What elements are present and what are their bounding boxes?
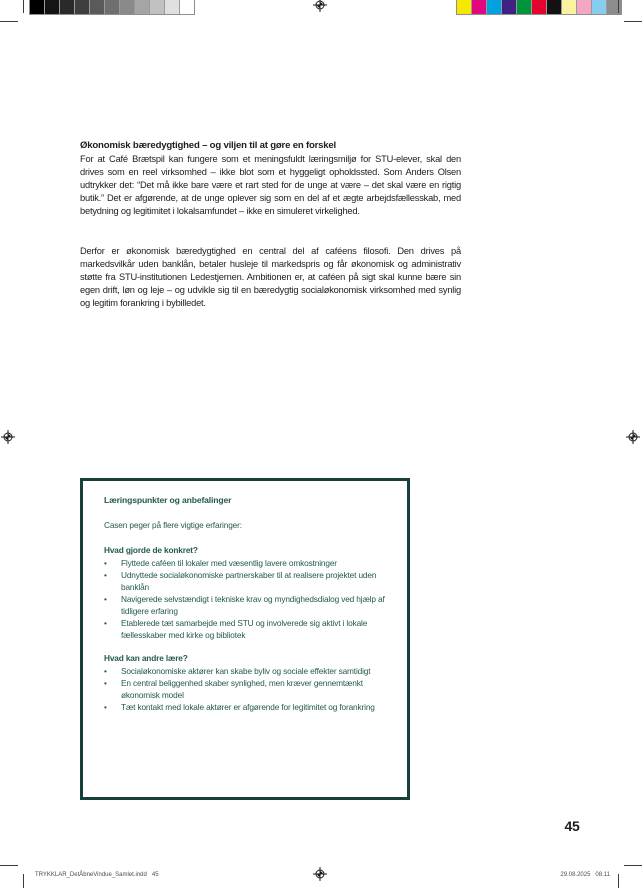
article-paragraph: For at Café Brætspil kan fungere som et meningsfuldt læringsmiljø for STU-elever, skal den drives som en reel virksomhed – ikke blot som et hyggeligt opholdssted. Som Anders Olsen udtrykker det: “Det må ikke bare være et rart sted for de unge at være – det skal være en rigtig butik.” Det er afgørende, at de unge oplever sig som en del af et ægte arbejdsfællesskab, med betydning og legitimitet i lokalsamfundet – ikke en simuleret virkelighed.	[80, 154, 461, 216]
grayscale-calibration-bar	[29, 0, 195, 15]
calibration-swatch	[517, 0, 532, 14]
crop-mark	[23, 874, 24, 888]
infobox-bullet-list	[104, 558, 385, 642]
infobox-bullet-item	[104, 594, 385, 617]
bullet-text: Tæt kontakt med lokale aktører er afgørende for legitimitet og forankring	[121, 702, 375, 712]
bullet-text: Flyttede caféen til lokaler med væsentlig lavere omkostninger	[121, 557, 337, 568]
infobox-intro: Casen peger på flere vigtige erfaringer:	[104, 519, 242, 530]
calibration-swatch	[532, 0, 547, 14]
crop-mark	[618, 874, 619, 888]
slug-filename: TRYKKLAR_DetÅbneVindue_Samlet.indd 45	[35, 872, 159, 878]
infobox-bullet-list	[104, 666, 385, 714]
crop-mark	[618, 0, 619, 13]
bullet-icon: •	[104, 570, 107, 580]
calibration-swatch	[577, 0, 592, 14]
infobox-title: Læringspunkter og anbefalinger	[104, 495, 232, 505]
page-number: 45	[564, 818, 580, 834]
calibration-swatch	[457, 0, 472, 14]
calibration-swatch	[75, 0, 90, 14]
bullet-text: Socialøkonomiske aktører kan skabe byliv og sociale effekter samtidigt	[121, 665, 371, 676]
calibration-swatch	[90, 0, 105, 14]
bullet-text: Udnyttede socialøkonomiske partnerskaber til at realisere projektet uden banklån	[121, 570, 377, 592]
infobox-bullet-item	[104, 570, 385, 593]
crop-mark	[23, 0, 24, 13]
bullet-text: Navigerede selvstændigt i tekniske krav og myndighedsdialog ved hjælp af tidligere erfaring	[121, 594, 385, 616]
article-body	[80, 139, 461, 337]
calibration-swatch	[45, 0, 60, 14]
crop-mark	[0, 865, 18, 866]
infobox-section-heading: Hvad kan andre lære?	[104, 653, 188, 663]
infobox-bullet-item	[104, 666, 385, 678]
bullet-icon: •	[104, 594, 107, 604]
calibration-swatch	[60, 0, 75, 14]
infobox-bullet-item	[104, 618, 385, 641]
calibration-swatch	[592, 0, 607, 14]
infobox-sections	[104, 545, 385, 714]
article-heading: Økonomisk bæredygtighed – og viljen til at gøre en forskel	[80, 140, 337, 151]
calibration-swatch	[135, 0, 150, 14]
calibration-swatch	[487, 0, 502, 14]
registration-mark-icon	[313, 0, 327, 12]
registration-mark-icon	[1, 430, 15, 444]
bullet-icon: •	[104, 702, 107, 712]
article-paragraph: Derfor er økonomisk bæredygtighed en central del af caféens filosofi. Den drives på markedsvilkår uden banklån, betaler husleje til markedspris og får økonomisk og administrativ støtte fra STU-institutionen Ledestjernen. Ambitionen er, at caféen på sigt skal kunne bære sin egen drift, løn og leje – og udvikle sig til en bæredygtig socialøkonomisk virksomhed med synlig og legitim forankring i bybilledet.	[80, 246, 461, 308]
crop-mark	[0, 21, 18, 22]
calibration-swatch	[150, 0, 165, 14]
calibration-swatch	[165, 0, 180, 14]
calibration-swatch	[120, 0, 135, 14]
crop-mark	[624, 865, 642, 866]
slug-datetime: 29.08.2025 08.11	[560, 872, 610, 878]
calibration-swatch	[547, 0, 562, 14]
calibration-swatch	[180, 0, 194, 14]
infobox-bullet-item	[104, 702, 385, 714]
infobox-section-heading: Hvad gjorde de konkret?	[104, 545, 198, 555]
registration-mark-icon	[626, 430, 640, 444]
learning-points-box	[80, 478, 410, 800]
calibration-swatch	[30, 0, 45, 14]
bullet-icon: •	[104, 665, 107, 676]
bullet-icon: •	[104, 557, 107, 568]
article-paragraphs	[80, 153, 461, 310]
crop-mark	[624, 21, 642, 22]
calibration-swatch	[472, 0, 487, 14]
registration-mark-icon	[313, 867, 327, 881]
calibration-swatch	[562, 0, 577, 14]
bullet-text: Etablerede tæt samarbejde med STU og involverede sig aktivt i lokale fællesskaber med kirke og bibliotek	[121, 618, 368, 640]
infobox-bullet-item	[104, 558, 385, 570]
infobox-bullet-item	[104, 678, 385, 701]
bullet-icon: •	[104, 618, 107, 628]
calibration-swatch	[502, 0, 517, 14]
bullet-icon: •	[104, 678, 107, 688]
color-calibration-bar	[456, 0, 622, 15]
bullet-text: En central beliggenhed skaber synlighed, men kræver gennemtænkt økonomisk model	[121, 678, 363, 700]
calibration-swatch	[105, 0, 120, 14]
